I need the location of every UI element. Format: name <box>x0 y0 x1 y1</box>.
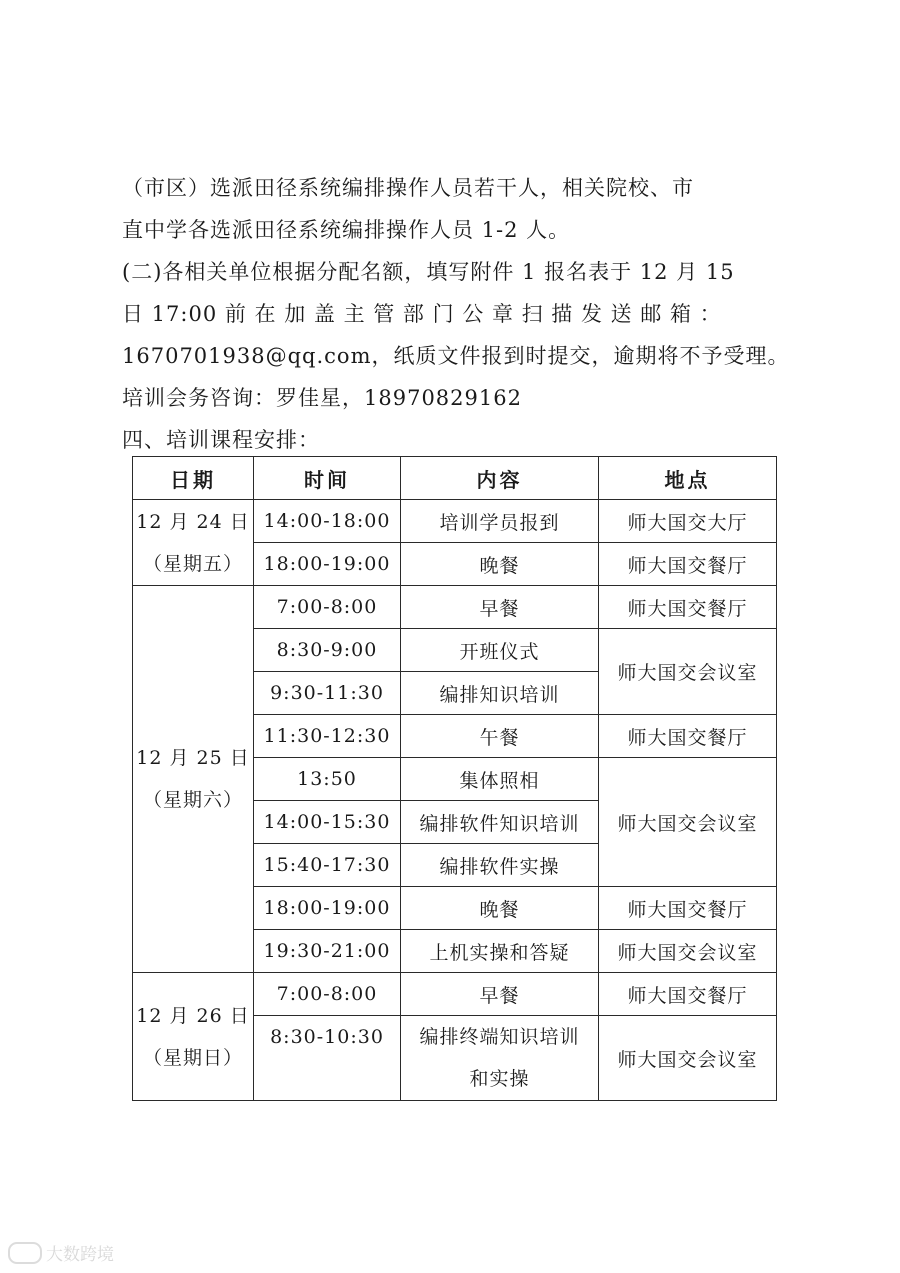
time-cell: 13:50 <box>254 758 401 801</box>
content-cell: 编排软件知识培训 <box>401 801 599 844</box>
place-cell: 师大国交会议室 <box>599 930 777 973</box>
content-cell: 编排软件实操 <box>401 844 599 887</box>
time-cell: 7:00-8:00 <box>254 586 401 629</box>
date-text: 12 月 24 日 <box>136 510 250 533</box>
time-cell: 11:30-12:30 <box>254 715 401 758</box>
table-row <box>133 973 777 1016</box>
place-cell: 师大国交会议室 <box>599 629 777 715</box>
content-cell <box>401 1016 599 1101</box>
time-cell: 18:00-19:00 <box>254 543 401 586</box>
content-line-2: 和实操 <box>469 1068 530 1090</box>
date-cell-day3 <box>133 973 254 1101</box>
para-line-2: 直中学各选派田径系统编排操作人员 1-2 人。 <box>122 218 571 242</box>
schedule-table <box>132 456 777 1101</box>
time-cell: 18:00-19:00 <box>254 887 401 930</box>
header-date: 日期 <box>133 457 254 500</box>
weekday-text: （星期六） <box>142 789 243 811</box>
weekday-text: （星期日） <box>142 1046 243 1069</box>
content-cell: 培训学员报到 <box>401 500 599 543</box>
content-cell: 早餐 <box>401 973 599 1016</box>
time-cell: 15:40-17:30 <box>254 844 401 887</box>
place-cell: 师大国交餐厅 <box>599 715 777 758</box>
content-cell: 早餐 <box>401 586 599 629</box>
content-cell: 晚餐 <box>401 887 599 930</box>
date-text: 12 月 26 日 <box>136 1004 250 1027</box>
content-cell: 开班仪式 <box>401 629 599 672</box>
content-cell: 午餐 <box>401 715 599 758</box>
para-line-5: 1670701938@qq.com，纸质文件报到时提交，逾期将不予受理。 <box>122 344 790 368</box>
place-cell: 师大国交餐厅 <box>599 973 777 1016</box>
table-header-row <box>133 457 777 500</box>
time-cell: 19:30-21:00 <box>254 930 401 973</box>
table-row <box>133 586 777 629</box>
weekday-text: （星期五） <box>142 552 243 575</box>
header-content: 内容 <box>401 457 599 500</box>
place-cell: 师大国交会议室 <box>599 1016 777 1101</box>
content-line-1: 编排终端知识培训 <box>419 1026 580 1048</box>
watermark-text: 大数跨境 <box>46 1245 114 1265</box>
content-cell: 集体照相 <box>401 758 599 801</box>
place-cell: 师大国交大厅 <box>599 500 777 543</box>
brand-logo-icon <box>8 1242 42 1264</box>
time-cell: 8:30-10:30 <box>254 1016 401 1101</box>
section-title: 四、培训课程安排： <box>122 428 320 452</box>
place-cell: 师大国交餐厅 <box>599 887 777 930</box>
header-time: 时间 <box>254 457 401 500</box>
date-cell-day1 <box>133 500 254 586</box>
watermark <box>8 1240 114 1265</box>
para-line-3: (二)各相关单位根据分配名额，填写附件 1 报名表于 12 月 15 <box>122 260 735 284</box>
para-line-6: 培训会务咨询：罗佳星，18970829162 <box>122 386 522 410</box>
table-row <box>133 500 777 543</box>
time-cell: 14:00-18:00 <box>254 500 401 543</box>
content-cell: 编排知识培训 <box>401 672 599 715</box>
time-cell: 9:30-11:30 <box>254 672 401 715</box>
date-text: 12 月 25 日 <box>136 747 250 769</box>
time-cell: 14:00-15:30 <box>254 801 401 844</box>
header-place: 地点 <box>599 457 777 500</box>
content-cell: 上机实操和答疑 <box>401 930 599 973</box>
date-cell-day2 <box>133 586 254 973</box>
para-line-1: （市区）选派田径系统编排操作人员若干人，相关院校、市 <box>122 176 694 200</box>
time-cell: 8:30-9:00 <box>254 629 401 672</box>
time-cell: 7:00-8:00 <box>254 973 401 1016</box>
place-cell: 师大国交会议室 <box>599 758 777 887</box>
para-line-4: 日 17:00 前 在 加 盖 主 管 部 门 公 章 扫 描 发 送 邮 箱 ： <box>122 302 722 326</box>
place-cell: 师大国交餐厅 <box>599 586 777 629</box>
place-cell: 师大国交餐厅 <box>599 543 777 586</box>
content-cell: 晚餐 <box>401 543 599 586</box>
